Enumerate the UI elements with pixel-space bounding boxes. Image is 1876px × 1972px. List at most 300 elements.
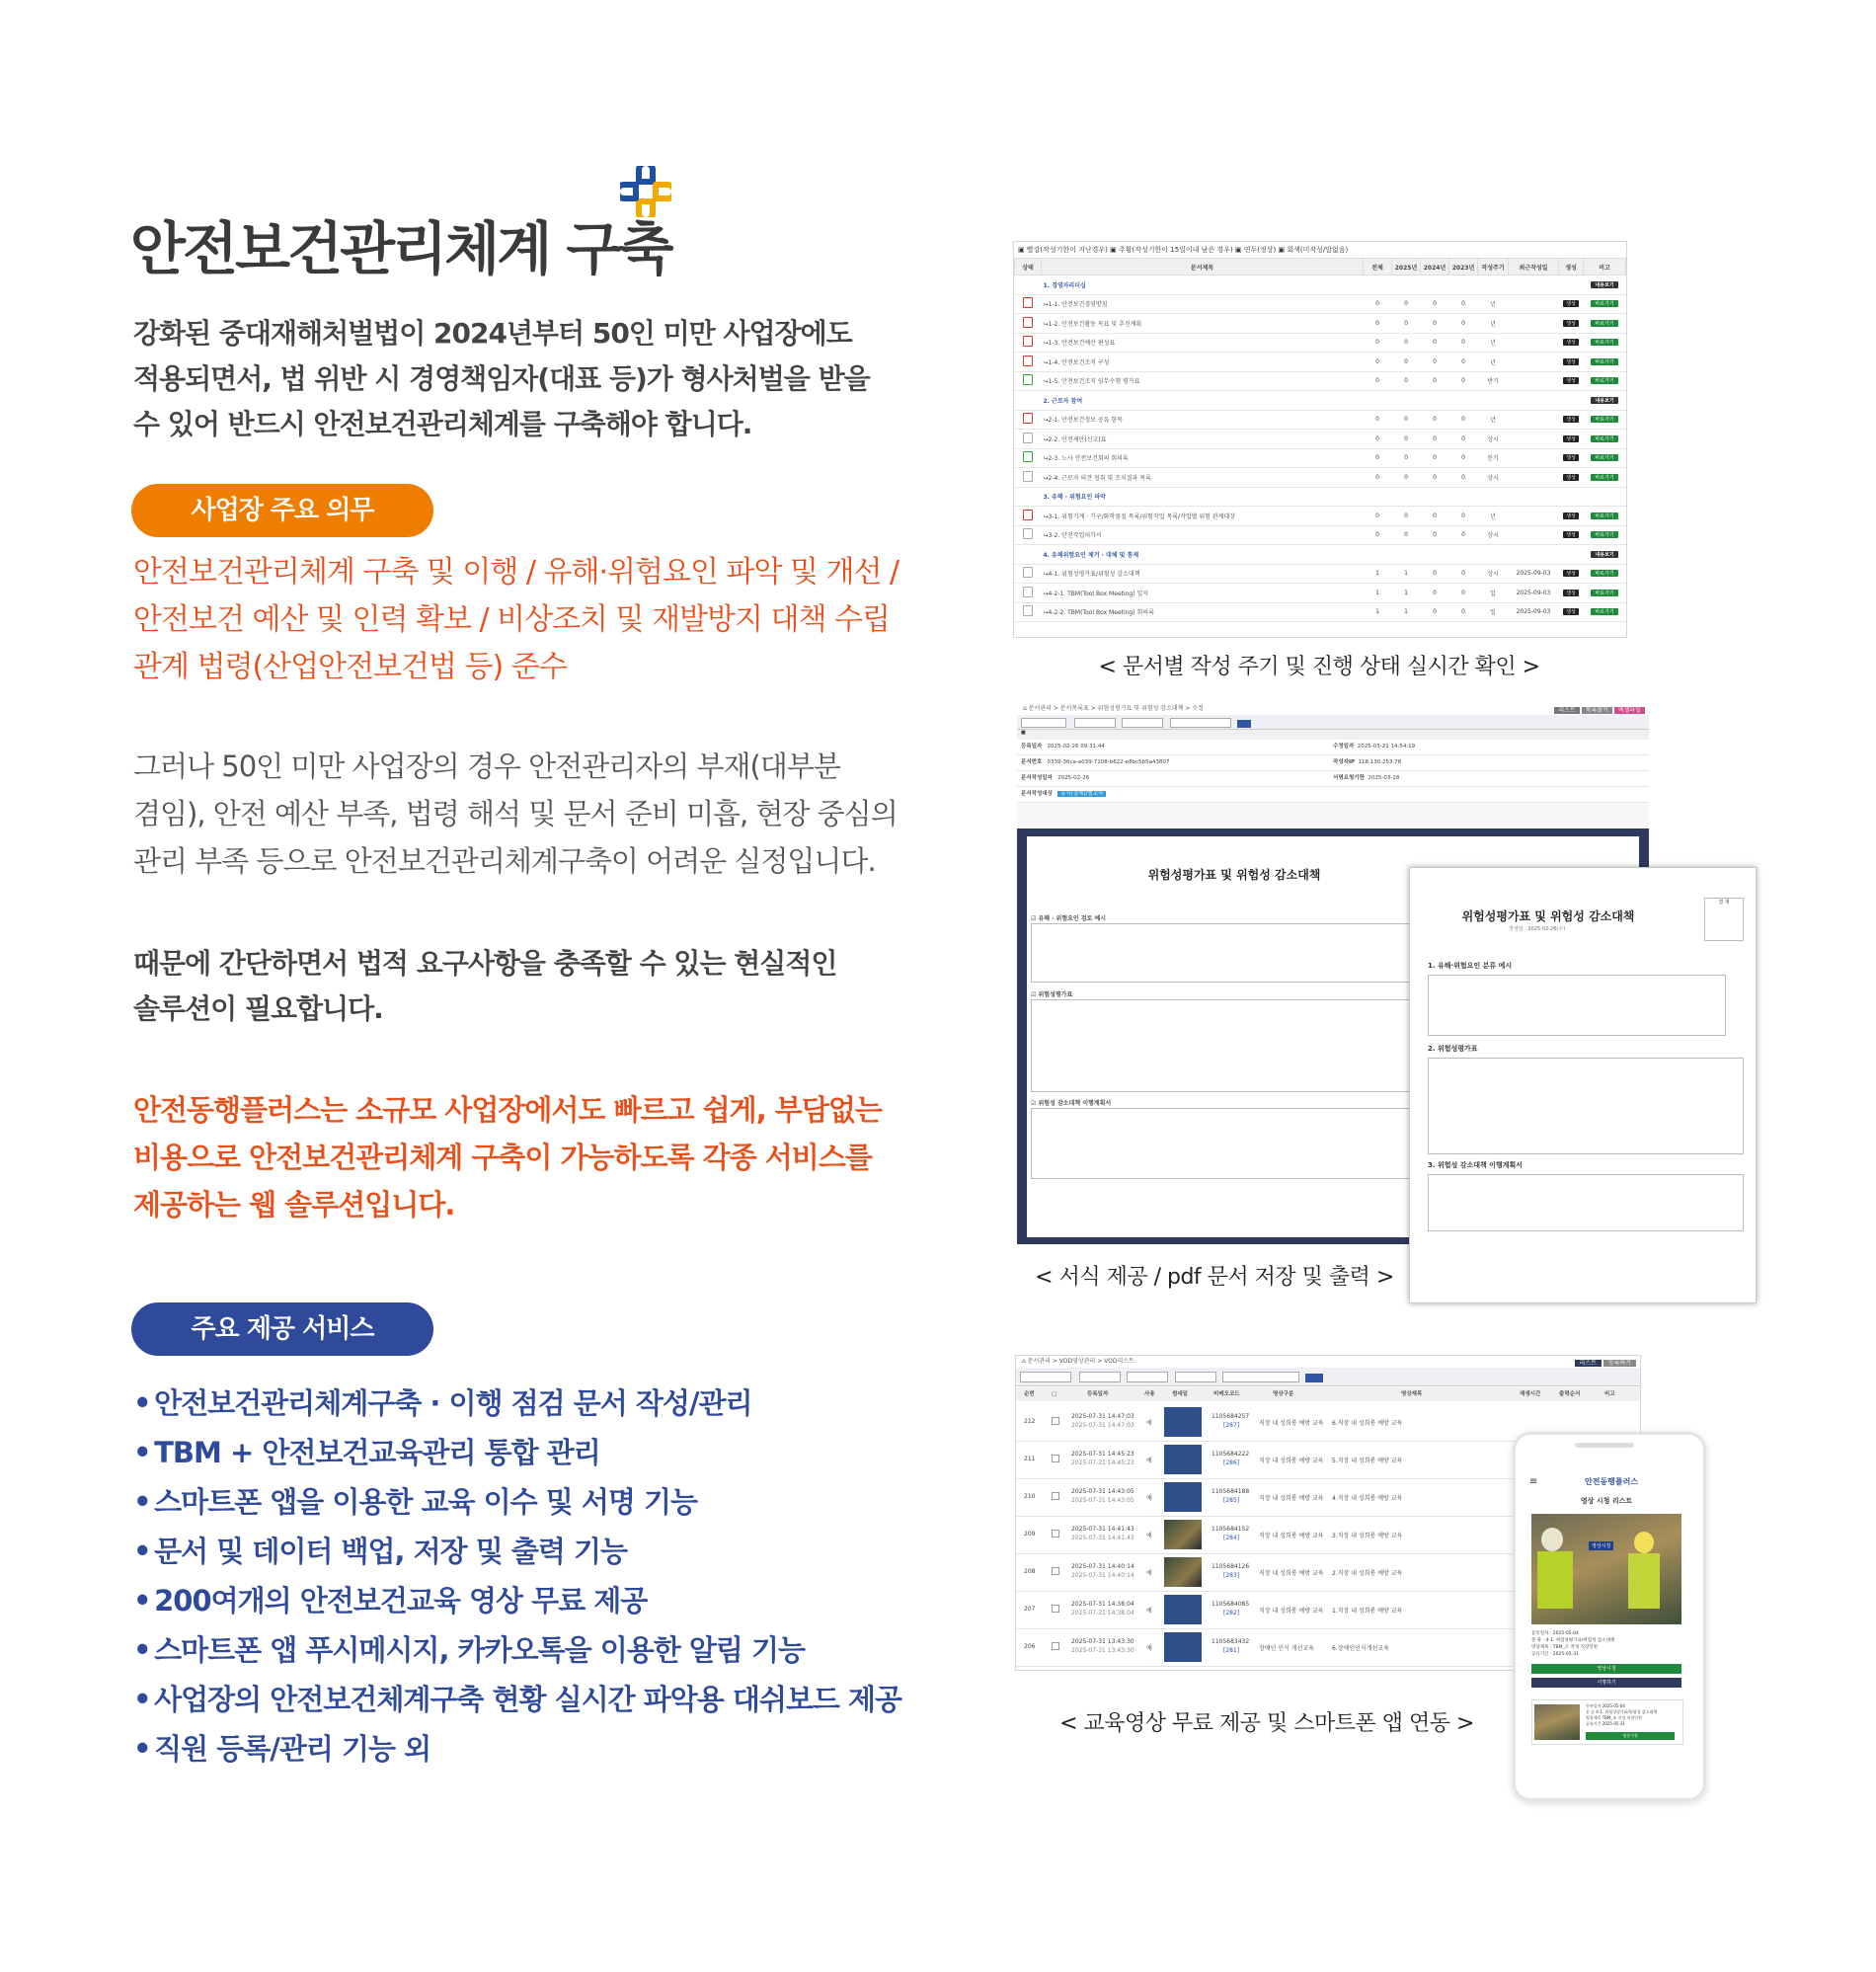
cell <box>1559 602 1584 622</box>
cycle-cell: 년 <box>1478 410 1509 430</box>
row-checkbox[interactable] <box>1052 1567 1059 1575</box>
col-header: 등록일자 <box>1087 1391 1109 1397</box>
doc-title: ↪4-2-1. TBM(Tool Box Meeting) 일지 <box>1042 584 1364 603</box>
service-item: • 직원 등록/관리 기능 외 <box>133 1732 431 1766</box>
count-cell: 0 <box>1449 602 1478 622</box>
date-cell <box>1509 507 1559 526</box>
row-category: 직장 내 성희롱 예방 교육 <box>1259 1533 1324 1539</box>
info-value: 2025-02-26 <box>1057 775 1090 781</box>
info-value: 118.130.253.78 <box>1358 759 1402 765</box>
create-button[interactable]: 생성 <box>1563 608 1579 615</box>
info-label: 수정일자 <box>1333 744 1355 749</box>
file-icon <box>1023 471 1033 482</box>
inner-grid-3 <box>1031 1108 1428 1179</box>
watch-button[interactable]: 영상시청 <box>1531 1664 1681 1674</box>
keyword-input[interactable] <box>1222 1372 1299 1382</box>
file-icon <box>1023 567 1033 578</box>
row-date-sub: 2025-07-31 14:43:05 <box>1071 1497 1134 1504</box>
date-from-input[interactable] <box>1074 718 1116 728</box>
pdf-section-2: 2. 위험성평가표 <box>1428 1045 1478 1053</box>
row-code-sub[interactable]: [282] <box>1223 1610 1240 1617</box>
solution-line: 안전동행플러스는 소규모 사업장에서도 빠르고 쉽게, 부담없는 <box>133 1093 882 1127</box>
cell <box>1015 276 1042 295</box>
cell <box>1559 430 1584 449</box>
sign-button[interactable]: 서명하기 <box>1531 1678 1681 1688</box>
create-button[interactable]: 생성 <box>1563 339 1579 346</box>
doc-status-rows <box>1015 276 1626 622</box>
row-thumbnail[interactable] <box>1164 1557 1202 1587</box>
row-checkbox[interactable] <box>1052 1417 1059 1425</box>
date-from-input[interactable] <box>1079 1372 1121 1382</box>
row-code: 1105683432 <box>1212 1638 1250 1645</box>
keyword-input[interactable] <box>1170 718 1231 728</box>
row-code-sub[interactable]: [285] <box>1223 1497 1240 1504</box>
table-row <box>1015 507 1626 526</box>
create-button[interactable]: 생성 <box>1563 590 1579 596</box>
table-row <box>1015 448 1626 468</box>
row-use: 예 <box>1146 1645 1152 1652</box>
row-checkbox[interactable] <box>1052 1492 1059 1500</box>
cycle-cell: 상시 <box>1478 468 1509 488</box>
need-paragraph <box>133 941 923 1032</box>
file-icon <box>1023 528 1033 539</box>
cell <box>1559 507 1584 526</box>
file-icon <box>1023 355 1033 366</box>
date-to-input[interactable] <box>1127 1372 1168 1382</box>
row-code: 1105684188 <box>1212 1488 1250 1495</box>
cycle-cell: 년 <box>1478 353 1509 372</box>
duties-badge: 사업장 주요 의무 <box>131 484 433 537</box>
goto-button[interactable]: 바로가기 <box>1591 590 1617 596</box>
video-thumbnail[interactable] <box>1531 1514 1681 1624</box>
col-header: 사용 <box>1144 1391 1155 1397</box>
pdf-preview <box>1409 867 1757 1303</box>
view-button[interactable]: 내용보기 <box>1591 281 1617 288</box>
video-table-header <box>1016 1387 1640 1401</box>
meta-line: 분 류 4-1. 위험성평가표/위험성 감소대책 <box>1586 1709 1658 1714</box>
goto-button[interactable]: 바로가기 <box>1591 320 1617 327</box>
cell <box>1559 353 1584 372</box>
service-text: 200여개의 안전보건교육 영상 무료 제공 <box>154 1584 648 1617</box>
create-button[interactable]: 생성 <box>1563 531 1579 538</box>
cell <box>1584 468 1626 488</box>
cell <box>1015 430 1042 449</box>
row-code-sub[interactable]: [287] <box>1223 1422 1240 1429</box>
col-header: 비고 <box>1604 1391 1615 1397</box>
cycle-cell: 년 <box>1478 507 1509 526</box>
cell <box>1584 564 1626 584</box>
meta-line: 분 류 : 4-1. 위험성평가표/위험성 감소대책 <box>1531 1638 1615 1643</box>
meta-line: 등록일자 2025-05-04 <box>1586 1703 1625 1708</box>
service-text: 스마트폰 앱을 이용한 교육 이수 및 서명 기능 <box>154 1485 698 1519</box>
goto-button[interactable]: 바로가기 <box>1591 435 1617 442</box>
cell <box>1015 371 1042 391</box>
card-meta <box>1586 1703 1657 1727</box>
search-button[interactable] <box>1237 720 1251 728</box>
count-cell: 0 <box>1421 602 1449 622</box>
date-cell <box>1509 333 1559 353</box>
service-item: • 스마트폰 앱을 이용한 교육 이수 및 서명 기능 <box>133 1485 698 1519</box>
cycle-cell: 년 <box>1478 314 1509 334</box>
goto-button[interactable]: 바로가기 <box>1591 416 1617 423</box>
row-category: 직장 내 성희롱 예방 교육 <box>1259 1458 1324 1464</box>
cell <box>1584 545 1626 565</box>
inner-grid-2 <box>1031 999 1428 1092</box>
section-row <box>1015 276 1626 295</box>
row-checkbox[interactable] <box>1052 1642 1059 1650</box>
problem-line: 그러나 50인 미만 사업장의 경우 안전관리자의 부재(대부분 <box>133 749 840 783</box>
category-select[interactable] <box>1175 1372 1216 1382</box>
count-cell: 0 <box>1392 314 1421 334</box>
card-thumbnail <box>1534 1704 1580 1740</box>
excel-button[interactable]: 엑셀파일 <box>1614 707 1645 714</box>
problem-paragraph <box>133 743 923 885</box>
count-cell: 0 <box>1449 525 1478 545</box>
col-header: 2024년 <box>1421 259 1449 276</box>
row-thumbnail[interactable] <box>1164 1595 1202 1624</box>
date-cell: 2025-09-03 <box>1509 602 1559 622</box>
row-title: 3.직장 내 성희롱 예방 교육 <box>1332 1533 1403 1539</box>
count-cell: 0 <box>1364 371 1392 391</box>
cell <box>1015 525 1042 545</box>
pdf-write-date: 작성일 : 2025-02-26(수) <box>1509 926 1566 932</box>
info-value: 2025-03-28 <box>1368 775 1400 781</box>
goto-button[interactable]: 바로가기 <box>1591 608 1617 615</box>
row-thumbnail[interactable] <box>1164 1632 1202 1662</box>
count-cell: 0 <box>1392 333 1421 353</box>
info-row <box>1017 787 1649 803</box>
row-date-sub: 2025-07-31 14:40:14 <box>1071 1572 1134 1579</box>
row-thumbnail[interactable] <box>1164 1445 1202 1474</box>
cell <box>1015 487 1042 507</box>
row-date: 2025-07-31 14:38:04 <box>1071 1601 1134 1608</box>
create-button[interactable]: 생성 <box>1563 300 1579 307</box>
doc-title: ↪1-5. 안전보건조직 임무수행 평가표 <box>1042 371 1364 391</box>
count-cell: 0 <box>1364 353 1392 372</box>
col-header: 문서제목 <box>1042 259 1364 276</box>
breadcrumb-text: 문서관리 > VOD영상관리 > VOD리스트 <box>1027 1358 1134 1365</box>
count-cell: 0 <box>1392 448 1421 468</box>
count-cell: 0 <box>1392 507 1421 526</box>
file-icon <box>1023 510 1033 520</box>
goto-button[interactable]: 바로가기 <box>1591 358 1617 365</box>
goto-button[interactable]: 바로가기 <box>1591 570 1617 577</box>
meta-line: 영상제목 : TBM_조 작성 직장인편 <box>1531 1645 1599 1650</box>
need-line: 때문에 간단하면서 법적 요구사항을 충족할 수 있는 현실적인 <box>133 947 837 980</box>
info-label: 문서작성대상 <box>1021 791 1053 797</box>
count-cell: 0 <box>1449 333 1478 353</box>
doc-title: ↪2-1. 안전보건정보 공유 항목 <box>1042 410 1364 430</box>
meta-line: 영상제목 TBM_조 작성 직장인편 <box>1586 1715 1642 1720</box>
row-code-sub[interactable]: [284] <box>1223 1535 1240 1541</box>
date-cell <box>1509 468 1559 488</box>
pdf-section-3: 3. 위험성 감소대책 이행계획서 <box>1428 1161 1523 1169</box>
cell <box>1559 584 1584 603</box>
row-use: 예 <box>1146 1608 1152 1615</box>
inner-section-2: ☑ 위험성평가표 <box>1031 991 1073 998</box>
date-to-input[interactable] <box>1122 718 1163 728</box>
count-cell: 0 <box>1449 294 1478 314</box>
cycle-cell: 일 <box>1478 584 1509 603</box>
inner-doc-title: 위험성평가표 및 위험성 감소대책 <box>1147 868 1321 882</box>
create-button[interactable]: 생성 <box>1563 435 1579 442</box>
file-icon <box>1023 433 1033 443</box>
row-use: 예 <box>1146 1495 1152 1502</box>
info-label: 등록일자 <box>1021 744 1043 749</box>
list-button[interactable]: 리스트 <box>1554 707 1579 714</box>
row-thumbnail[interactable] <box>1164 1482 1202 1512</box>
row-date: 2025-07-31 14:43:05 <box>1071 1488 1134 1495</box>
cell <box>1584 448 1626 468</box>
cell <box>1559 468 1584 488</box>
search-select[interactable] <box>1021 718 1066 728</box>
inner-section-3: ☑ 위험성 감소대책 이행계획서 <box>1031 1100 1112 1107</box>
view-button[interactable]: 내용보기 <box>1591 551 1617 558</box>
count-cell: 0 <box>1421 507 1449 526</box>
count-cell: 0 <box>1364 430 1392 449</box>
service-item: • TBM + 안전보건교육관리 통합 관리 <box>133 1436 600 1469</box>
doc-title: ↪4-2-2. TBM(Tool Box Meeting) 회의록 <box>1042 602 1364 622</box>
cell <box>1584 430 1626 449</box>
row-number: 206 <box>1024 1643 1036 1650</box>
breadcrumb-text: 문서관리 > 문서목록표 > 위험성평가표 및 위험성 감소대책 > 수정 <box>1028 705 1204 712</box>
cycle-cell: 반기 <box>1478 371 1509 391</box>
create-button[interactable]: 생성 <box>1563 570 1579 577</box>
count-cell: 1 <box>1364 584 1392 603</box>
search-button[interactable] <box>1305 1374 1323 1382</box>
doc-title: ↪2-4. 근로자 의견 청취 및 조치결과 목록 <box>1042 468 1364 488</box>
table-row <box>1015 584 1626 603</box>
create-button[interactable]: 생성 <box>1563 416 1579 423</box>
row-title: 2.직장 내 성희롱 예방 교육 <box>1332 1570 1403 1577</box>
count-cell: 0 <box>1364 525 1392 545</box>
breadcrumb <box>1017 703 1649 715</box>
register-button[interactable]: 등록하기 <box>1603 1360 1636 1367</box>
row-code: 1105684152 <box>1212 1526 1250 1533</box>
find-button[interactable]: 목록찾기 <box>1582 707 1612 714</box>
home-icon[interactable]: ⌂ <box>1022 1358 1026 1365</box>
cell <box>1559 371 1584 391</box>
caption-doc-status: < 문서별 작성 주기 및 진행 상태 실시간 확인 > <box>1098 655 1540 679</box>
count-cell: 0 <box>1449 584 1478 603</box>
service-item: • 안전보건관리체계구축 · 이행 점검 문서 작성/관리 <box>133 1386 752 1420</box>
row-title: 4.직장 내 성희롱 예방 교육 <box>1332 1495 1403 1502</box>
service-item: • 200여개의 안전보건교육 영상 무료 제공 <box>133 1584 648 1617</box>
video-meta <box>1531 1630 1614 1658</box>
cycle-cell: 상시 <box>1478 525 1509 545</box>
table-row <box>1015 430 1626 449</box>
count-cell: 1 <box>1364 564 1392 584</box>
phone-screen-title: 영상 시청 리스트 <box>1580 1497 1633 1505</box>
row-code: 1105684085 <box>1212 1601 1250 1608</box>
col-header: □ <box>1052 1391 1057 1397</box>
col-header: 영상구분 <box>1273 1391 1294 1397</box>
goto-button[interactable]: 바로가기 <box>1591 513 1617 519</box>
solution-line: 제공하는 웹 솔루션입니다. <box>133 1188 455 1222</box>
info-label: 작성자IP <box>1333 759 1356 765</box>
count-cell: 0 <box>1449 448 1478 468</box>
doc-title: ↪1-1. 안전보건경영방침 <box>1042 294 1364 314</box>
cell <box>1584 276 1626 295</box>
cycle-cell: 상시 <box>1478 564 1509 584</box>
service-item: • 사업장의 안전보건체계구축 현황 실시간 파악용 대쉬보드 제공 <box>133 1683 902 1716</box>
create-button[interactable]: 생성 <box>1563 320 1579 327</box>
col-header: 썸네일 <box>1172 1391 1188 1397</box>
date-cell <box>1509 410 1559 430</box>
row-number: 209 <box>1024 1531 1036 1538</box>
doc-title: ↪2-2. 안전제안(신고)표 <box>1042 430 1364 449</box>
row-category: 직장 내 성희롱 예방 교육 <box>1259 1608 1324 1615</box>
count-cell: 0 <box>1421 410 1449 430</box>
phone-brand: 안전동행플러스 <box>1585 1477 1639 1486</box>
col-header: 영상제목 <box>1401 1391 1423 1397</box>
row-code-sub[interactable]: [281] <box>1223 1647 1240 1654</box>
count-cell: 0 <box>1421 430 1449 449</box>
file-icon <box>1023 297 1033 308</box>
form-editor-screenshot: ⌂ 문서관리 > 문서목록표 > 위험성평가표 및 위험성 감소대책 > 수정 리스트 목록찾기 엑셀파일 ■ 등록일자 2025-02-26 09:31:44 수정일자 2025-03-21 14:54:19 문서번호 0339-36ca-a039-7208-b622-e8bc5b5a43807 작성자IP 118.130.253.78 문서작성일자 2025-02-26 서명요청기한 2025-03-28 문서작성대상 유서(결재)/협조자 위험성평가표 및 위험성 감소대책 ☑ 유해 · 위험요인 검토 예시 ☑ 위험성평가표 ☑ 위험성 감소대책 이행계획서 <box>1017 703 1649 1244</box>
card-watch-button[interactable]: 영상시청 <box>1586 1732 1675 1740</box>
caption-video-app: < 교육영상 무료 제공 및 스마트폰 앱 연동 > <box>1059 1711 1474 1736</box>
cell <box>1015 333 1042 353</box>
count-cell: 0 <box>1392 468 1421 488</box>
cell <box>1015 564 1042 584</box>
pdf-grid-1 <box>1428 975 1726 1036</box>
file-icon <box>1023 336 1033 347</box>
create-button[interactable]: 생성 <box>1563 513 1579 519</box>
count-cell: 0 <box>1421 333 1449 353</box>
row-use: 예 <box>1146 1570 1152 1577</box>
create-button[interactable]: 생성 <box>1563 377 1579 384</box>
info-row <box>1017 740 1649 755</box>
count-cell: 0 <box>1421 564 1449 584</box>
create-button[interactable]: 생성 <box>1563 358 1579 365</box>
count-cell: 1 <box>1392 564 1421 584</box>
service-item: • 문서 및 데이터 백업, 저장 및 출력 기능 <box>133 1535 628 1568</box>
count-cell: 0 <box>1421 584 1449 603</box>
problem-line: 겸임), 안전 예산 부족, 법령 해석 및 문서 준비 미흡, 현장 중심의 <box>133 797 898 830</box>
count-cell: 1 <box>1392 602 1421 622</box>
cycle-cell: 일 <box>1478 602 1509 622</box>
count-cell: 0 <box>1449 314 1478 334</box>
cell <box>1559 410 1584 430</box>
file-icon <box>1023 587 1033 597</box>
view-button[interactable]: 내용보기 <box>1591 397 1617 404</box>
count-cell: 0 <box>1392 353 1421 372</box>
goto-button[interactable]: 바로가기 <box>1591 454 1617 461</box>
smartphone-mockup <box>1513 1432 1706 1801</box>
cell <box>1559 314 1584 334</box>
cell <box>1015 468 1042 488</box>
col-header: 재생시간 <box>1520 1391 1541 1397</box>
solution-line: 비용으로 안전보건관리체계 구축이 가능하도록 각종 서비스를 <box>133 1141 872 1174</box>
menu-icon[interactable]: ≡ <box>1529 1476 1538 1487</box>
row-code-sub[interactable]: [286] <box>1223 1459 1240 1466</box>
row-category: 직장 내 성희롱 예방 교육 <box>1259 1495 1324 1502</box>
file-icon <box>1023 374 1033 385</box>
count-cell: 1 <box>1392 584 1421 603</box>
create-button[interactable]: 생성 <box>1563 454 1579 461</box>
col-header: 2025년 <box>1392 259 1421 276</box>
pdf-title: 위험성평가표 및 위험성 감소대책 <box>1461 909 1635 923</box>
row-use: 예 <box>1146 1533 1152 1539</box>
meta-line: 공유기간 2025-05-31 <box>1586 1721 1625 1726</box>
search-select[interactable] <box>1020 1372 1071 1382</box>
count-cell: 0 <box>1364 448 1392 468</box>
count-cell: 0 <box>1421 294 1449 314</box>
create-button[interactable]: 생성 <box>1563 474 1579 481</box>
intro-line: 수 있어 반드시 안전보건관리체계를 구축해야 합니다. <box>133 408 752 440</box>
goto-button[interactable]: 바로가기 <box>1591 474 1617 481</box>
row-thumbnail[interactable] <box>1164 1520 1202 1549</box>
col-header: 작성주기 <box>1478 259 1509 276</box>
cell <box>1584 294 1626 314</box>
cell <box>1584 507 1626 526</box>
table-row <box>1015 353 1626 372</box>
cell <box>1015 410 1042 430</box>
video-card[interactable] <box>1531 1699 1683 1745</box>
table-row <box>1015 564 1626 584</box>
assignee-tag[interactable]: 유서(결재)/협조자 <box>1057 791 1106 797</box>
goto-button[interactable]: 바로가기 <box>1591 339 1617 346</box>
goto-button[interactable]: 바로가기 <box>1591 531 1617 538</box>
table-row <box>1015 314 1626 334</box>
meta-line: 등록일자 : 2025-05-04 <box>1531 1631 1579 1636</box>
row-number: 212 <box>1024 1418 1036 1425</box>
row-date-sub: 2025-07-31 14:45:23 <box>1071 1459 1134 1466</box>
row-thumbnail[interactable] <box>1164 1407 1202 1437</box>
row-date-sub: 2025-07-31 14:38:04 <box>1071 1610 1134 1617</box>
list-button[interactable]: 리스트 <box>1575 1360 1602 1367</box>
phone-speaker <box>1575 1443 1634 1448</box>
row-title: 1.직장 내 성희롱 예방 교육 <box>1332 1608 1403 1615</box>
goto-button[interactable]: 바로가기 <box>1591 300 1617 307</box>
section-title: 3. 유해 · 위험요인 파악 <box>1042 487 1584 507</box>
breadcrumb <box>1016 1356 1640 1368</box>
section-row <box>1015 545 1626 565</box>
cell <box>1584 314 1626 334</box>
col-header: 순번 <box>1024 1391 1035 1397</box>
services-list <box>133 1379 901 1774</box>
info-label: 문서번호 <box>1021 759 1043 765</box>
row-category: 직장 내 성희롱 예방 교육 <box>1259 1420 1324 1427</box>
cell <box>1584 584 1626 603</box>
row-checkbox[interactable] <box>1052 1605 1059 1613</box>
table-row <box>1015 602 1626 622</box>
row-code-sub[interactable]: [283] <box>1223 1572 1240 1579</box>
cell <box>1584 525 1626 545</box>
services-badge: 주요 제공 서비스 <box>131 1302 433 1356</box>
home-icon[interactable]: ⌂ <box>1023 705 1027 712</box>
date-cell <box>1509 294 1559 314</box>
doc-title: ↪4-1. 위험성평가표/위험성 감소대책 <box>1042 564 1364 584</box>
row-date: 2025-07-31 14:41:43 <box>1071 1526 1134 1533</box>
count-cell: 0 <box>1421 353 1449 372</box>
count-cell: 0 <box>1421 371 1449 391</box>
cycle-cell: 년 <box>1478 333 1509 353</box>
row-checkbox[interactable] <box>1052 1455 1059 1462</box>
row-code: 1105684257 <box>1212 1413 1250 1420</box>
doc-title: ↪1-2. 안전보건활동 목표 및 추진계획 <box>1042 314 1364 334</box>
row-checkbox[interactable] <box>1052 1530 1059 1538</box>
need-line: 솔루션이 필요합니다. <box>133 992 383 1025</box>
cell <box>1015 448 1042 468</box>
row-title: 6.장애인인식개선교육 <box>1332 1645 1389 1652</box>
row-use: 예 <box>1146 1420 1152 1427</box>
goto-button[interactable]: 바로가기 <box>1591 377 1617 384</box>
date-cell <box>1509 353 1559 372</box>
cell <box>1015 545 1042 565</box>
info-row <box>1017 771 1649 787</box>
